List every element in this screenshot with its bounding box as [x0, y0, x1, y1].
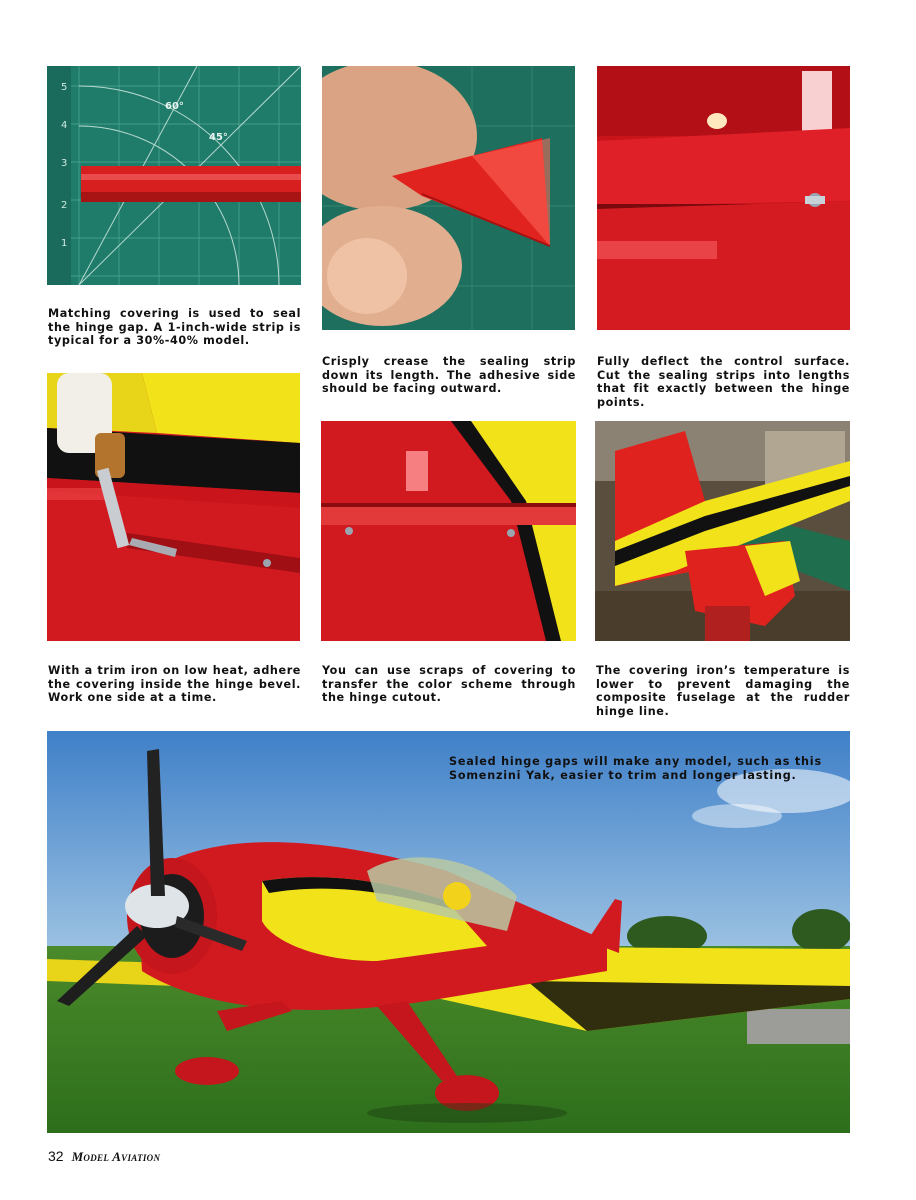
ruler-label: 5: [61, 82, 68, 93]
caption-photo6: The covering iron’s temperature is lower to prevent damaging the composite fuselage at the rudder hinge line.: [596, 664, 850, 718]
photo-red-strip-on-cutting-mat: [47, 66, 301, 285]
photo-trim-iron: [47, 373, 300, 641]
photo-rudder-workshop: [595, 421, 850, 641]
hero-photo-yak-airplane: [47, 731, 850, 1133]
page-number: 32: [48, 1148, 64, 1164]
ruler-label: 2: [61, 200, 68, 211]
ruler-label: 4: [61, 120, 68, 131]
caption-photo4: With a trim iron on low heat, adhere the covering inside the hinge bevel. Work one side at a time.: [48, 664, 301, 704]
angle-label-60: 60°: [165, 101, 184, 112]
hero-caption: Sealed hinge gaps will make any model, such as this Somenzini Yak, easier to trim and longer lasting.: [449, 755, 822, 782]
ruler-label: 3: [61, 158, 68, 169]
page-footer: [48, 1148, 160, 1165]
magazine-name: Model Aviation: [71, 1149, 161, 1164]
caption-photo5: You can use scraps of covering to transfer the color scheme through the hinge cutout.: [322, 664, 576, 704]
photo-creasing-strip: [322, 66, 575, 330]
photo-deflected-control-surface: [597, 66, 850, 330]
photo-color-scheme-transfer: [321, 421, 576, 641]
caption-photo3: Fully deflect the control surface. Cut the sealing strips into lengths that fit exactly between the hinge points.: [597, 355, 850, 409]
angle-label-45: 45°: [209, 132, 228, 143]
caption-photo2: Crisply crease the sealing strip down its length. The adhesive side should be facing outward.: [322, 355, 576, 395]
ruler-label: 1: [61, 238, 68, 249]
caption-photo1: Matching covering is used to seal the hinge gap. A 1-inch-wide strip is typical for a 30%-40% model.: [48, 307, 301, 347]
